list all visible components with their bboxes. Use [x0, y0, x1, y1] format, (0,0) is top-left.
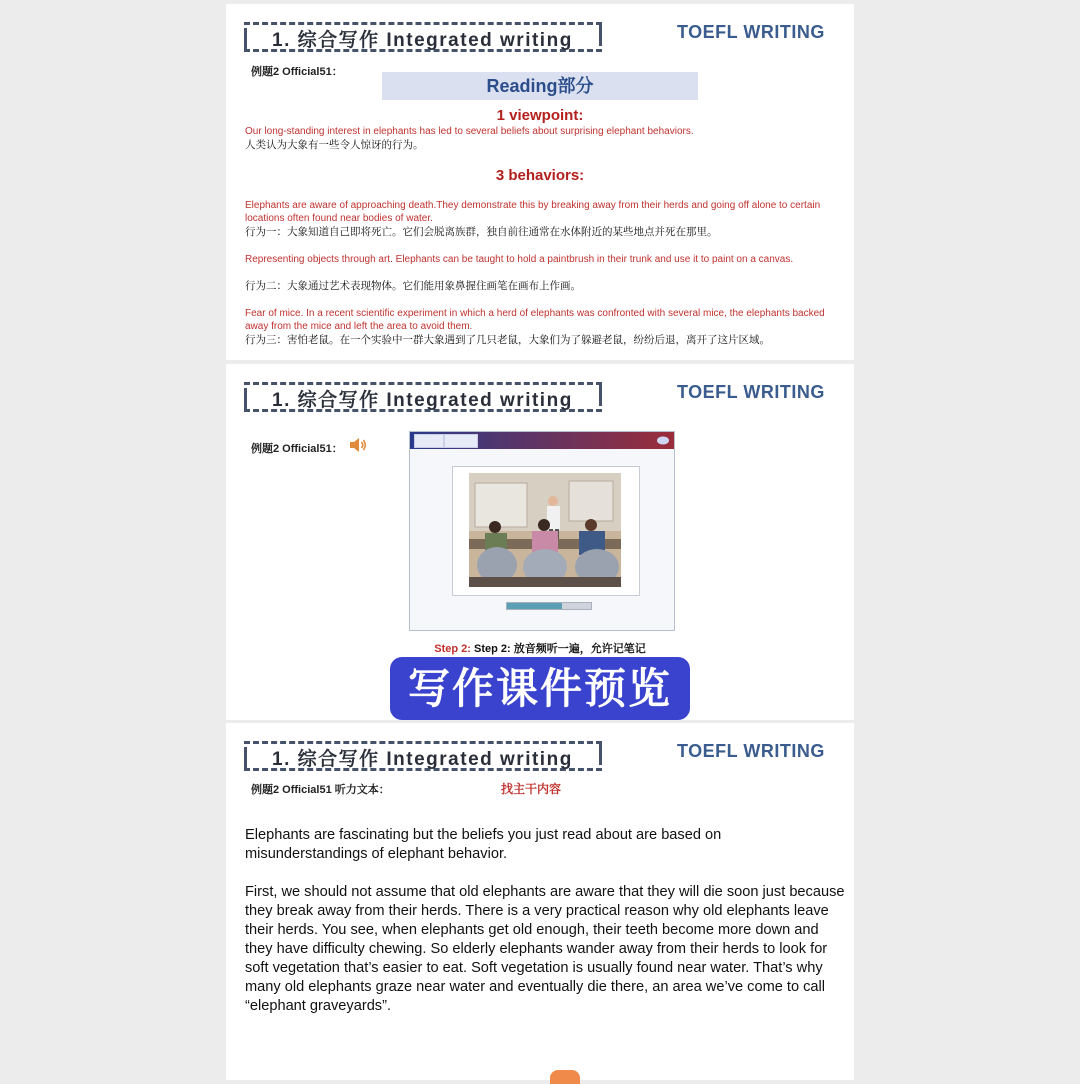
step-text: Step 2: 放音频听一遍，允许记笔记: [470, 643, 646, 655]
section-title: 1. 综合写作 Integrated writing: [272, 749, 573, 770]
player-toolbar: [410, 432, 674, 449]
progress-fill: [507, 603, 562, 609]
slide-transcript: [226, 723, 854, 1080]
section-title: 1. 综合写作 Integrated writing: [272, 30, 573, 51]
behavior-3-zh: 行为三：害怕老鼠。在一个实验中一群大象遇到了几只老鼠，大象们为了躲避老鼠，纷纷后退，离开了这片区域。: [245, 334, 770, 346]
section-header: [244, 741, 602, 771]
brand-title: TOEFL WRITING: [677, 22, 825, 42]
viewpoint-zh: 人类认为大象有一些令人惊讶的行为。: [245, 139, 424, 151]
example-label: 例题2 Official51：: [251, 66, 343, 78]
logo-icon: [656, 435, 670, 446]
transcript-paragraph-1: Elephants are fascinating but the beliefs you just read about are based on misunderstandings of elephant behavior.: [245, 827, 722, 862]
decorative-blob: [550, 1070, 580, 1084]
slide-reading: [226, 4, 854, 360]
brand-title: TOEFL WRITING: [677, 741, 825, 761]
example-label: 例题2 Official51：: [251, 443, 343, 455]
section-header: [244, 22, 602, 52]
behaviors-heading: 3 behaviors:: [495, 167, 585, 184]
behavior-2-zh: 行为二：大象通过艺术表现物体。它们能用象鼻握住画笔在画布上作画。: [245, 280, 581, 292]
viewpoint-en: Our long-standing interest in elephants has led to several beliefs about surprising elephant behaviors.: [245, 126, 694, 137]
section-title: 1. 综合写作 Integrated writing: [272, 390, 573, 411]
behavior-3-en: Fear of mice. In a recent scientific experiment in which a herd of elephants was confronted with several mice, the elephants backed away from the mice and left the area to avoid them.: [245, 308, 825, 332]
main-content-label: 找主干内容: [501, 782, 562, 796]
transcript-paragraph-2: First, we should not assume that old elephants are aware that they will die soon just because they break away from their herds. There is a very practical reason why old elephants leave their herds. You see, when elephants get old enough, their teeth become more down and they have difficulty chewing. So elderly elephants wander away from their herds to look for soft vegetation that’s easier to eat. Soft vegetation is usually found near water. That’s why many old elephants graze near water and eventually die there, an area we’ve come to call “elephant graveyards”.: [245, 884, 845, 1014]
speaker-icon[interactable]: [348, 435, 368, 455]
player-tab[interactable]: [444, 434, 478, 448]
step-caption: [226, 640, 854, 656]
viewpoint-heading: 1 viewpoint:: [496, 107, 584, 124]
section-header: [244, 382, 602, 412]
audio-progress-bar[interactable]: [506, 602, 592, 610]
step-label: Step 2:: [434, 643, 471, 655]
behavior-1-en: Elephants are aware of approaching death.They demonstrate this by breaking away from their herds and going off alone to certain locations often found near bodies of water.: [245, 200, 821, 224]
reading-title: Reading部分: [382, 72, 698, 100]
courseware-preview-banner: 写作课件预览: [390, 657, 690, 720]
video-player-window: [409, 431, 675, 631]
brand-title: TOEFL WRITING: [677, 382, 825, 402]
behavior-2-en: Representing objects through art. Elephants can be taught to hold a paintbrush in their trunk and use it to paint on a canvas.: [245, 254, 794, 265]
behavior-1-zh: 行为一：大象知道自己即将死亡。它们会脱离族群，独自前往通常在水体附近的某些地点并死在那里。: [245, 226, 718, 238]
lecture-photo: [469, 473, 621, 587]
player-tab[interactable]: [414, 434, 444, 448]
example-label: 例题2 Official51 听力文本：: [251, 784, 390, 796]
